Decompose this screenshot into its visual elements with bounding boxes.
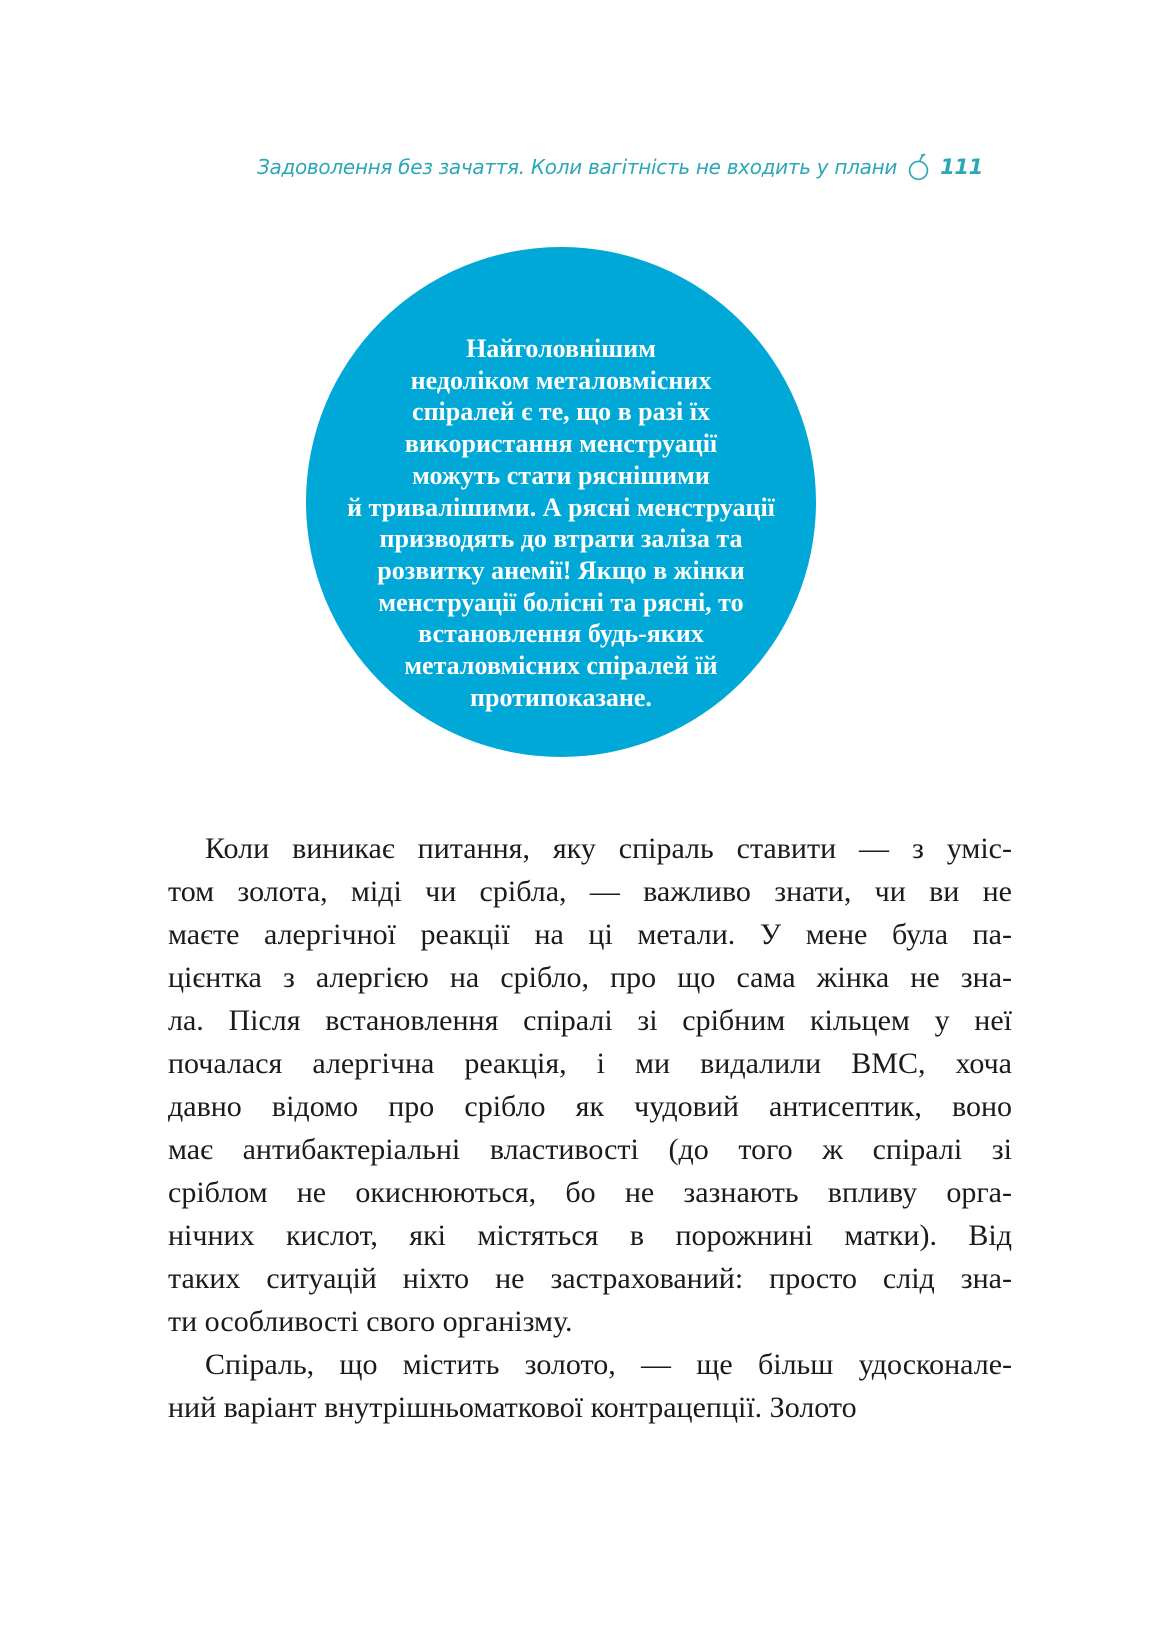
apple-icon [906, 152, 931, 181]
text-line: цієнтка з алергією на срібло, про що сама жінка не зна- [168, 961, 1012, 994]
text-line: таких ситуацій ніхто не застрахований: просто слід зна- [168, 1262, 1012, 1295]
text-line: давно відомо про срібло як чудовий антисептик, воно [168, 1090, 1012, 1123]
text-line: сріблом не окиснюються, бо не зазнають впливу орга- [168, 1176, 1012, 1209]
text-line: нічних кислот, які містяться в порожнині матки). Від [168, 1219, 1012, 1252]
text-line: ний варіант внутрішньоматкової контрацепції. Золото [168, 1391, 857, 1424]
page-number: 111 [940, 154, 983, 179]
paragraph [168, 827, 1012, 1343]
callout-line: недоліком металовмісних [410, 365, 712, 395]
text-line: почалася алергічна реакція, і ми видалили ВМС, хоча [168, 1047, 1012, 1080]
callout-text [306, 333, 816, 713]
callout-line: Найголовнішим [466, 334, 656, 363]
text-line: Спіраль, що містить золото, — ще більш удосконале- [205, 1348, 1012, 1381]
callout-line: спіралей є те, що в разі їх [412, 397, 710, 427]
text-line: ла. Після встановлення спіралі зі срібним кільцем у неї [168, 1004, 1012, 1037]
callout-line: менструації болісні та рясні, то [378, 587, 744, 617]
callout-line: розвитку анемії! Якщо в жінки [377, 555, 745, 585]
callout-line: можуть стати ряснішими [412, 460, 710, 490]
callout-circle [306, 247, 816, 757]
callout-line: металовмісних спіралей їй [404, 651, 718, 681]
text-line: том золота, міді чи срібла, — важливо знати, чи ви не [168, 875, 1012, 908]
text-line: Коли виникає питання, яку спіраль ставити — з уміс- [205, 832, 1012, 865]
callout-line: призводять до втрати заліза та [379, 524, 743, 554]
text-line: має антибактеріальні властивості (до того ж спіралі зі [168, 1133, 1012, 1166]
text-line: ти особливості свого організму. [168, 1305, 573, 1338]
paragraph [168, 1343, 1012, 1429]
running-header [257, 152, 983, 181]
callout-line: протипоказане. [470, 682, 652, 712]
body-text [168, 827, 1012, 1429]
text-line: маєте алергічної реакції на ці метали. У мене була па- [168, 918, 1012, 951]
callout-line: й тривалішими. А рясні менструації [347, 492, 775, 522]
callout-line: встановлення будь-яких [418, 619, 704, 649]
running-header-title: Задоволення без зачаття. Коли вагітність не входить у плани [256, 154, 898, 179]
callout-line: використання менструації [404, 429, 718, 459]
